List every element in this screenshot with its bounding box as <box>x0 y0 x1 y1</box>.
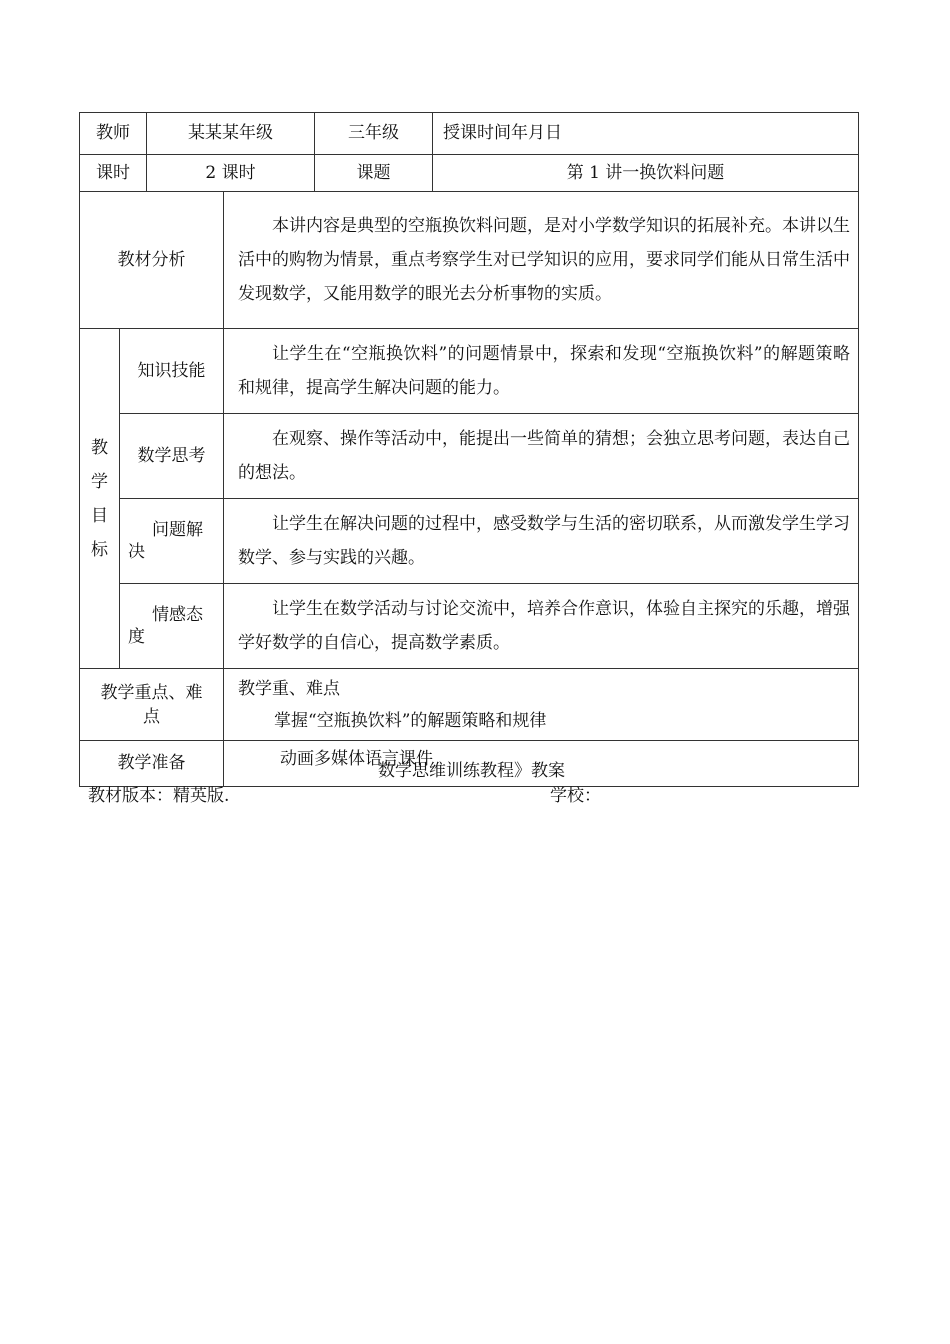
school-label: 学校： <box>550 786 601 806</box>
goal-problem-label-line2: 决 <box>128 542 145 562</box>
table-row-goal-thinking <box>80 414 859 499</box>
analysis-label: 教材分析 <box>80 192 224 329</box>
topic-value: 第 1 讲一换饮料问题 <box>433 155 859 192</box>
goals-label-char: 教 <box>91 437 108 458</box>
goal-problem-text: 让学生在解决问题的过程中，感受数学与生活的密切联系，从而激发学生学习数学、参与实践的兴趣。 <box>224 499 859 584</box>
goal-attitude-label-line2: 度 <box>128 627 145 647</box>
hours-value: 2 课时 <box>147 155 315 192</box>
key-points-text: 掌握“空瓶换饮料”的解题策略和规律 <box>274 710 547 731</box>
topic-label: 课题 <box>315 155 433 192</box>
grade-value: 三年级 <box>315 113 433 155</box>
key-points-content <box>224 669 859 741</box>
table-row-goal-knowledge <box>80 329 859 414</box>
table-row-goal-problem <box>80 499 859 584</box>
goal-problem-label <box>120 499 224 584</box>
goal-thinking-label: 数学思考 <box>120 414 224 499</box>
table-row-goal-attitude <box>80 584 859 669</box>
key-points-label-line2: 点 <box>143 706 160 727</box>
goal-knowledge-label: 知识技能 <box>120 329 224 414</box>
goal-knowledge-text: 让学生在“空瓶换饮料”的问题情景中，探索和发现“空瓶换饮料”的解题策略和规律，提高学生解决问题的能力。 <box>224 329 859 414</box>
table-row-analysis <box>80 192 859 329</box>
key-points-label-line1: 教学重点、难 <box>100 682 203 703</box>
key-points-heading: 教学重、难点 <box>238 678 340 699</box>
hours-label: 课时 <box>80 155 147 192</box>
document-title: 数学思维训练教程》教案 <box>378 761 565 781</box>
goal-attitude-label-line1: 情感态 <box>152 605 203 625</box>
goal-problem-label-line1: 问题解 <box>152 520 203 540</box>
goal-attitude-label <box>120 584 224 669</box>
analysis-text: 本讲内容是典型的空瓶换饮料问题，是对小学数学知识的拓展补充。本讲以生活中的购物为情景，重点考察学生对已学知识的应用，要求同学们能从日常生活中发现数学，又能用数学的眼光去分析事物的实质。 <box>224 192 859 329</box>
table-row-lesson <box>80 155 859 192</box>
goals-label-char: 标 <box>91 539 108 560</box>
table-row-header <box>80 113 859 155</box>
preparation-label: 教学准备 <box>80 741 224 787</box>
goal-thinking-text: 在观察、操作等活动中，能提出一些简单的猜想；会独立思考问题，表达自己的想法。 <box>224 414 859 499</box>
teaching-goals-label <box>80 329 120 669</box>
lesson-plan-table <box>79 112 859 787</box>
goals-label-char: 学 <box>91 471 108 492</box>
teacher-value: 某某某年级 <box>147 113 315 155</box>
key-points-label <box>80 669 224 741</box>
teaching-time: 授课时间年月日 <box>433 113 859 155</box>
textbook-edition: 教材版本：精英版. <box>88 786 230 806</box>
teacher-label: 教师 <box>80 113 147 155</box>
table-row-key-points <box>80 669 859 741</box>
preparation-text: 动画多媒体语言课件 <box>224 741 859 787</box>
goals-label-char: 目 <box>91 505 108 526</box>
goal-attitude-text: 让学生在数学活动与讨论交流中，培养合作意识，体验自主探究的乐趣，增强学好数学的自信心，提高数学素质。 <box>224 584 859 669</box>
